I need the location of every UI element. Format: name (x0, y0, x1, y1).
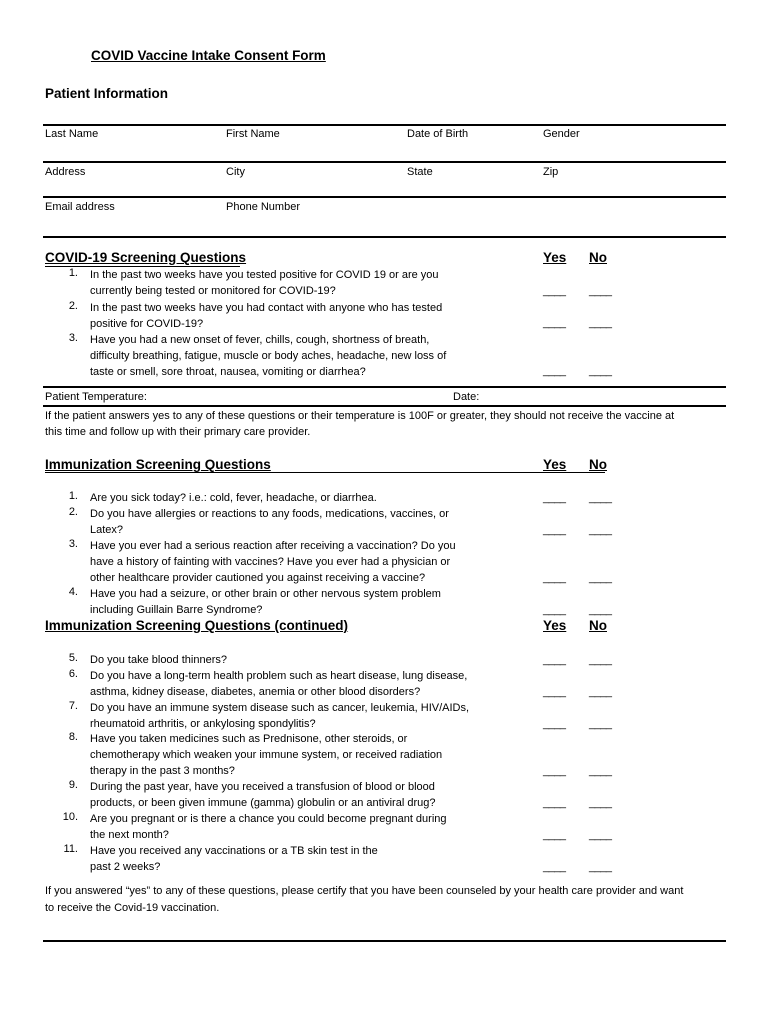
imm-q3-no-blank[interactable]: ____ (589, 572, 612, 584)
temperature-rule (43, 405, 726, 407)
covid-q3-line2: difficulty breathing, fatigue, muscle or body aches, headache, new loss of (90, 350, 447, 362)
imm-q2-yes-blank[interactable]: ____ (543, 524, 566, 536)
patient-row3-rule (43, 196, 726, 198)
imm-q4-yes-blank[interactable]: ____ (543, 604, 566, 616)
imm-q8-line2: chemotherapy which weaken your immune system, or received radiation (90, 749, 443, 761)
covid-note-line1: If the patient answers yes to any of these questions or their temperature is 100F or greater, they should not receive the vaccine at (45, 410, 675, 422)
date-label: Date: (453, 391, 480, 403)
continued-yes-header: Yes (543, 618, 567, 633)
state-label: State (407, 166, 433, 178)
immunization-heading: Immunization Screening Questions (45, 457, 271, 472)
patient-info-top-rule (43, 124, 726, 126)
imm-q3-line3: other healthcare provider cautioned you against receiving a vaccine? (90, 572, 426, 584)
imm-q11-line2: past 2 weeks? (90, 861, 161, 873)
covid-q2-yes-blank[interactable]: ____ (543, 317, 566, 329)
covid-q2-no-blank[interactable]: ____ (589, 317, 612, 329)
last-name-label: Last Name (45, 128, 99, 140)
immunization-no-header: No (589, 457, 607, 472)
city-label: City (226, 166, 245, 178)
imm-q5-line1: Do you take blood thinners? (90, 654, 227, 666)
imm-q1-line1: Are you sick today? i.e.: cold, fever, headache, or diarrhea. (90, 492, 377, 504)
address-label: Address (45, 166, 86, 178)
imm-q9-number: 9. (68, 779, 78, 791)
imm-q6-number: 6. (68, 668, 78, 680)
bottom-rule (43, 940, 726, 942)
imm-q10-number: 10. (62, 811, 78, 823)
imm-q11-number: 11. (63, 843, 78, 855)
imm-q2-line2: Latex? (90, 524, 124, 536)
imm-q1-no-blank[interactable]: ____ (589, 492, 612, 504)
dob-label: Date of Birth (407, 128, 469, 140)
imm-q10-yes-blank[interactable]: ____ (543, 829, 566, 841)
imm-q7-line1: Do you have an immune system disease such as cancer, leukemia, HIV/AIDs, (90, 702, 470, 714)
form-title: COVID Vaccine Intake Consent Form (91, 48, 326, 63)
imm-q2-number: 2. (68, 506, 78, 518)
covid-q1-no-blank[interactable]: ____ (589, 285, 612, 297)
imm-q2-no-blank[interactable]: ____ (589, 524, 612, 536)
imm-q5-yes-blank[interactable]: ____ (543, 654, 566, 666)
imm-q8-yes-blank[interactable]: ____ (543, 765, 566, 777)
covid-q1-line1: In the past two weeks have you tested positive for COVID 19 or are you (90, 269, 439, 281)
imm-q5-no-blank[interactable]: ____ (589, 654, 612, 666)
imm-q7-no-blank[interactable]: ____ (589, 718, 612, 730)
imm-q3-yes-blank[interactable]: ____ (543, 572, 566, 584)
consent-note-line1: If you answered “yes” to any of these questions, please certify that you have been counseled by your health care provider and want (45, 885, 684, 897)
imm-q3-line2: have a history of fainting with vaccines? Have you ever had a physician or (90, 556, 451, 568)
imm-q11-yes-blank[interactable]: ____ (543, 861, 566, 873)
imm-q4-line2: including Guillain Barre Syndrome? (90, 604, 263, 616)
imm-q5-number: 5. (68, 652, 78, 664)
imm-q1-yes-blank[interactable]: ____ (543, 492, 566, 504)
imm-q7-yes-blank[interactable]: ____ (543, 718, 566, 730)
covid-q2-number: 2. (68, 300, 78, 312)
imm-q11-line1: Have you received any vaccinations or a TB skin test in the (90, 845, 378, 857)
imm-q8-no-blank[interactable]: ____ (589, 765, 612, 777)
imm-q8-number: 8. (68, 731, 78, 743)
imm-q7-number: 7. (68, 700, 78, 712)
covid-no-header: No (589, 250, 607, 265)
covid-note-line2: this time and follow up with their primary care provider. (45, 426, 311, 438)
immunization-continued-heading: Immunization Screening Questions (continued) (45, 618, 349, 633)
covid-questions-rule (43, 386, 726, 388)
imm-q9-no-blank[interactable]: ____ (589, 797, 612, 809)
consent-note-line2: to receive the Covid-19 vaccination. (45, 902, 220, 914)
email-label: Email address (45, 201, 115, 213)
covid-q1-yes-blank[interactable]: ____ (543, 285, 566, 297)
patient-temperature-label: Patient Temperature: (45, 391, 147, 403)
imm-q8-line1: Have you taken medicines such as Prednisone, other steroids, or (90, 733, 408, 745)
gender-label: Gender (543, 128, 580, 140)
patient-info-bottom-rule (43, 236, 726, 238)
imm-q6-yes-blank[interactable]: ____ (543, 686, 566, 698)
covid-q1-number: 1. (68, 267, 78, 279)
imm-q3-line1: Have you ever had a serious reaction after receiving a vaccination? Do you (90, 540, 456, 552)
imm-q10-line1: Are you pregnant or is there a chance you could become pregnant during (90, 813, 447, 825)
covid-q3-line1: Have you had a new onset of fever, chills, cough, shortness of breath, (90, 334, 430, 346)
covid-yes-header: Yes (543, 250, 567, 265)
imm-q6-line2: asthma, kidney disease, diabetes, anemia or other blood disorders? (90, 686, 421, 698)
imm-q6-line1: Do you have a long-term health problem such as heart disease, lung disease, (90, 670, 468, 682)
imm-q9-line2: products, or been given immune (gamma) globulin or an antiviral drug? (90, 797, 436, 809)
covid-q2-line1: In the past two weeks have you had contact with anyone who has tested (90, 302, 443, 314)
covid-q1-line2: currently being tested or monitored for COVID-19? (90, 285, 336, 297)
patient-info-heading: Patient Information (45, 86, 169, 101)
imm-q11-no-blank[interactable]: ____ (589, 861, 612, 873)
immunization-yes-header: Yes (543, 457, 567, 472)
continued-no-header: No (589, 618, 607, 633)
phone-label: Phone Number (226, 201, 300, 213)
imm-q3-number: 3. (68, 538, 78, 550)
covid-q3-no-blank[interactable]: ____ (589, 365, 612, 377)
first-name-label: First Name (226, 128, 280, 140)
covid-q2-line2: positive for COVID-19? (90, 318, 204, 330)
zip-label: Zip (543, 166, 559, 178)
immunization-heading-rule (45, 472, 605, 473)
imm-q7-line2: rheumatoid arthritis, or ankylosing spondylitis? (90, 718, 316, 730)
imm-q9-line1: During the past year, have you received a transfusion of blood or blood (90, 781, 435, 793)
imm-q9-yes-blank[interactable]: ____ (543, 797, 566, 809)
covid-q3-line3: taste or smell, sore throat, nausea, vomiting or diarrhea? (90, 366, 366, 378)
imm-q6-no-blank[interactable]: ____ (589, 686, 612, 698)
imm-q10-line2: the next month? (90, 829, 169, 841)
imm-q8-line3: therapy in the past 3 months? (90, 765, 235, 777)
imm-q1-number: 1. (68, 490, 78, 502)
covid-screening-heading: COVID-19 Screening Questions (45, 250, 247, 265)
imm-q4-number: 4. (68, 586, 78, 598)
patient-row2-rule (43, 161, 726, 163)
imm-q2-line1: Do you have allergies or reactions to any foods, medications, vaccines, or (90, 508, 449, 520)
imm-q10-no-blank[interactable]: ____ (589, 829, 612, 841)
covid-q3-yes-blank[interactable]: ____ (543, 365, 566, 377)
imm-q4-no-blank[interactable]: ____ (589, 604, 612, 616)
imm-q4-line1: Have you had a seizure, or other brain or other nervous system problem (90, 588, 441, 600)
covid-q3-number: 3. (68, 332, 78, 344)
